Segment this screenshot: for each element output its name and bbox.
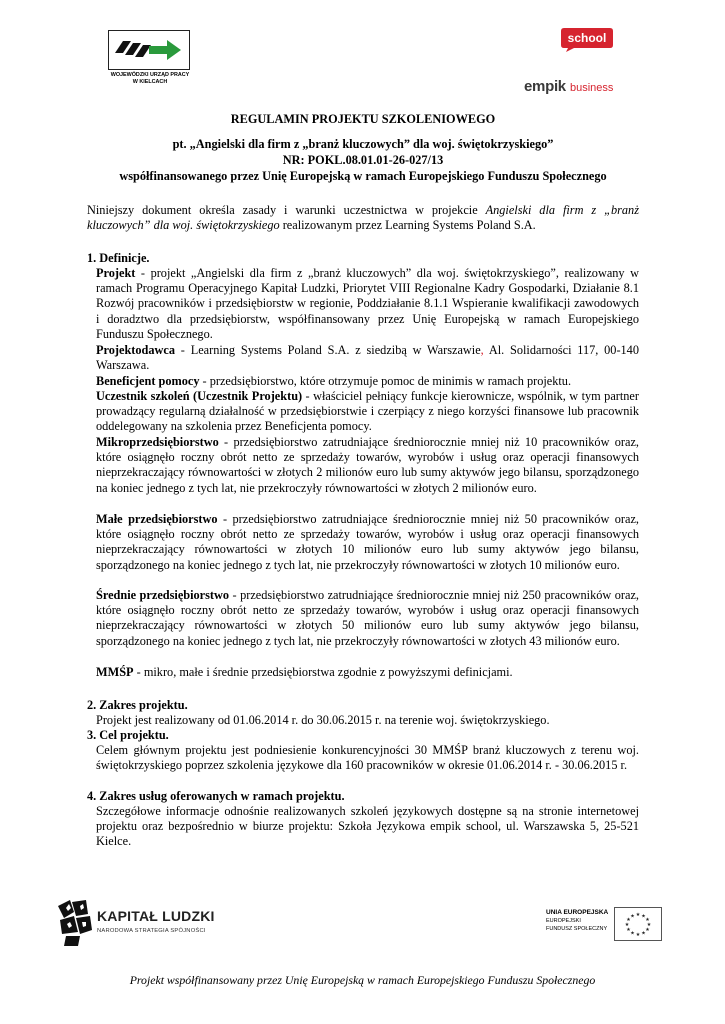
svg-text:★: ★	[635, 912, 641, 918]
intro-paragraph	[87, 203, 639, 233]
svg-text:★: ★	[630, 930, 635, 937]
empik-wordmark: empik	[524, 78, 566, 95]
kapital-ludzki-logo	[56, 898, 236, 948]
definition-projektodawca	[96, 343, 639, 373]
svg-text:★: ★	[645, 917, 650, 923]
kapital-ludzki-title: KAPITAŁ LUDZKI	[97, 908, 215, 924]
definition-term: Uczestnik szkoleń (Uczestnik Projektu)	[96, 389, 303, 403]
definition-text: - Learning Systems Poland S.A. z siedzibą w Warszawie	[175, 343, 481, 357]
definition-term: MMŚP	[96, 665, 134, 679]
definition-text: Al. Solidarności 117, 00-140 Warszawa.	[96, 343, 639, 373]
document-title: REGULAMIN PROJEKTU SZKOLENIOWEGO	[230, 112, 496, 126]
wup-logo-line2: W KIELCACH	[132, 79, 168, 85]
definition-text: - mikro, małe i średnie przedsiębiorstwa zgodnie z powyższymi definicjami.	[133, 665, 513, 679]
red-comma: ,	[480, 343, 484, 357]
definition-beneficjent	[96, 374, 639, 389]
wup-logo-caption	[104, 72, 196, 86]
wup-logo	[108, 30, 192, 92]
eu-logo	[541, 905, 663, 945]
eu-logo-line3: FUNDUSZ SPOŁECZNY	[546, 926, 608, 932]
wup-arrow-icon	[109, 31, 189, 69]
svg-text:★: ★	[626, 927, 631, 933]
definition-term: Małe przedsiębiorstwo	[96, 512, 218, 526]
definition-mikro	[96, 435, 639, 496]
svg-text:★: ★	[626, 917, 631, 923]
project-name: pt. „Angielski dla firm z „branż kluczowych” dla woj. świętokrzyskiego”	[172, 137, 554, 151]
eu-logo-line2: EUROPEJSKI	[546, 918, 581, 924]
svg-text:★: ★	[646, 922, 652, 928]
eu-stars-icon	[615, 908, 661, 940]
svg-text:★: ★	[641, 930, 646, 937]
intro-text-b: Angielski dla firm z „branż	[485, 203, 639, 217]
eu-flag	[614, 907, 662, 941]
svg-text:★: ★	[645, 927, 650, 933]
cofinancing-line: współfinansowanego przez Unię Europejską w ramach Europejskiego Funduszu Społecznego	[119, 169, 607, 183]
section-heading-services: 4. Zakres usług oferowanych w ramach projektu.	[87, 789, 345, 803]
definition-text: - przedsiębiorstwo zatrudniające średniorocznie mniej niż 50 pracowników oraz, które osiągnęło roczny obrót netto ze sprzedaży towarów, wyrobów i usług oraz operacji finansowych nieprzekraczający równowartości w złotych 10 milionów euro lub sumy aktywów jego bilansu, sporządzonego na koniec jednego z tych lat, nie przekroczyły równowartości w złotych 10 milionów euro.	[96, 512, 640, 572]
wup-logo-line1: WOJEWÓDZKI URZĄD PRACY	[110, 72, 190, 78]
kapital-ludzki-subtitle: NARODOWA STRATEGIA SPÓJNOŚCI	[97, 928, 206, 934]
svg-text:★: ★	[641, 913, 646, 920]
definition-text: - przedsiębiorstwo zatrudniające średniorocznie mniej niż 250 pracowników oraz, które osiągnęło roczny obrót netto ze sprzedaży towarów, wyrobów i usług oraz operacji finansowych nieprzekraczający równowartości w złotych 50 milionów euro lub sumy aktywów jego bilansu, sporządzonego na koniec jednego z tych lat, nie przekroczyły równowartości w złotych 43 milionów euro.	[96, 588, 639, 648]
definition-srednie	[96, 588, 639, 649]
goal-paragraph: Celem głównym projektu jest podniesienie konkurencyjności 30 MMŚP branż kluczowych z terenu woj. świętokrzyskiego poprzez szkolenia językowe dla 160 pracowników w okresie 01.06.2014 r. - 30.06.2015 r.	[96, 743, 639, 773]
empik-business-label: business	[570, 82, 614, 94]
definition-term: Projekt	[96, 266, 136, 280]
intro-text-c: kluczowych” dla woj. świętokrzyskiego	[87, 218, 280, 233]
empik-business-logo	[518, 24, 622, 95]
project-number: NR: POKL.08.01.01-26-027/13	[282, 153, 444, 167]
definition-term: Średnie przedsiębiorstwo	[96, 588, 230, 602]
eu-logo-line1: UNIA EUROPEJSKA	[546, 909, 609, 916]
empik-school-bubble-icon	[560, 26, 614, 52]
svg-text:★: ★	[630, 913, 635, 920]
section-heading-definitions: 1. Definicje.	[87, 251, 150, 265]
definition-projekt	[96, 266, 639, 342]
empik-school-label: school	[567, 31, 607, 45]
svg-text:★: ★	[635, 932, 641, 938]
section-heading-scope: 2. Zakres projektu.	[87, 698, 188, 712]
definition-term: Beneficjent pomocy	[96, 374, 200, 388]
services-paragraph: Szczegółowe informacje odnośnie realizowanych szkoleń językowych dostępne są na stronie internetowej projektu oraz bezpośrednio w biurze projektu: Szkoła Językowa empik school, ul. Warszawska 5, 25-521 Kielce.	[96, 804, 639, 849]
definition-text: - przedsiębiorstwo zatrudniające średniorocznie mniej niż 10 pracowników oraz, które osiągnęło roczny obrót netto ze sprzedaży towarów, wyrobów i usług oraz operacji finansowych nieprzekraczający równowartości w złotych 2 milionów euro lub sumy aktywów jego bilansu, sporządzonego na koniec jednego z tych lat, nie przekroczyły równowartości w złotych 2 milionów euro.	[96, 435, 639, 495]
definition-text: - właściciel pełniący funkcje kierownicze, wspólnik, w tym partner prowadzący regularną działalność w przedsiębiorstwie i czerpiący z niego korzyści finansowe lub pracownik oddelegowany na szkolenia przez Beneficjenta pomocy.	[96, 389, 639, 434]
definition-text: - projekt „Angielski dla firm z „branż kluczowych” dla woj. świętokrzyskiego”, realizowany w ramach Programu Operacyjnego Kapitał Ludzki, Priorytet VIII Regionalne Kadry Gospodarki, Działanie 8.1 Rozwój pracowników i przedsiębiorstw w regionie, Poddziałanie 8.1.1 Wspieranie kwalifikacji zawodowych i doradztwo dla przedsiębiorstw, współfinansowany przez Unię Europejską w ramach Europejskiego Funduszu Społecznego.	[96, 266, 639, 341]
definition-mmsp	[96, 665, 639, 680]
definition-term: Mikroprzedsiębiorstwo	[96, 435, 219, 449]
wup-logo-frame	[108, 30, 190, 70]
definition-term: Projektodawca	[96, 343, 176, 357]
svg-text:★: ★	[624, 922, 630, 928]
scope-paragraph: Projekt jest realizowany od 01.06.2014 r. do 30.06.2015 r. na terenie woj. świętokrzyskiego.	[96, 713, 550, 727]
footer-cofinancing-note: Projekt współfinansowany przez Unię Europejską w ramach Europejskiego Funduszu Społecznego	[129, 973, 596, 987]
definition-male	[96, 512, 639, 573]
intro-text-a: Niniejszy dokument określa zasady i warunki uczestnictwa w projekcie	[87, 203, 486, 217]
section-heading-goal: 3. Cel projektu.	[87, 728, 169, 742]
kapital-ludzki-emblem-icon	[56, 898, 94, 948]
definition-text: - przedsiębiorstwo, które otrzymuje pomoc de minimis w ramach projektu.	[199, 374, 572, 388]
definition-uczestnik	[96, 389, 639, 435]
intro-text-d: realizowanym przez Learning Systems Poland S.A.	[279, 218, 536, 233]
